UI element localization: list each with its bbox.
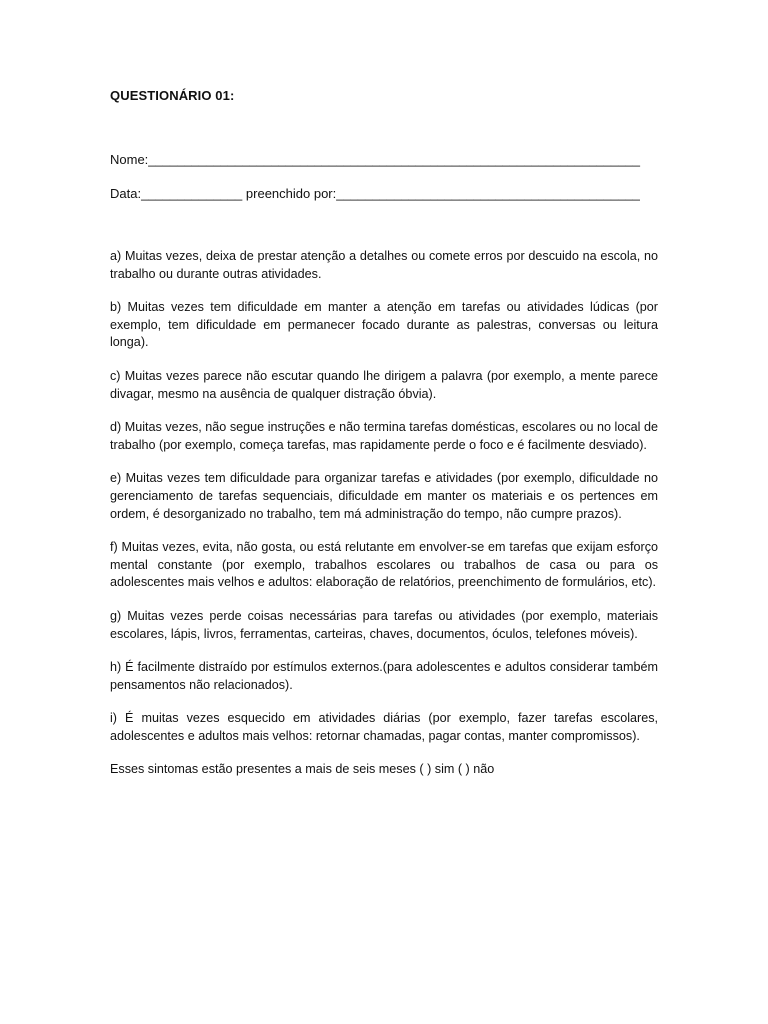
question-item-e: e) Muitas vezes tem dificuldade para organizar tarefas e atividades (por exemplo, dificuldade no gerenciamento de tarefas sequenciais, dificuldade em manter os materiais e os pertences em ordem, é desorganizado no trabalho, tem má administração do tempo, não cumpre prazos).: [110, 471, 658, 521]
question-item-a: a) Muitas vezes, deixa de prestar atenção a detalhes ou comete erros por descuido na escola, no trabalho ou durante outras atividades.: [110, 249, 658, 281]
symptom-duration-question: Esses sintomas estão presentes a mais de seis meses ( ) sim ( ) não: [110, 762, 495, 777]
question-item-f: f) Muitas vezes, evita, não gosta, ou está relutante em envolver-se em tarefas que exijam esforço mental constante (por exemplo, trabalhos escolares ou trabalhos de casa ou para os adolescentes mais velhos e adultos: elaboração de relatórios, preenchimento de formulários, etc).: [110, 540, 658, 590]
question-item-g: g) Muitas vezes perde coisas necessárias para tarefas ou atividades (por exemplo, materiais escolares, lápis, livros, ferramentas, carteiras, chaves, documentos, óculos, telefones móveis).: [110, 608, 658, 641]
question-item-c: c) Muitas vezes parece não escutar quando lhe dirigem a palavra (por exemplo, a mente parece divagar, mesmo na ausência de qualquer distração óbvia).: [110, 368, 658, 401]
date-filled-by-line: Data:______________ preenchido por:__________________________________________: [110, 186, 640, 201]
question-item-h: h) É facilmente distraído por estímulos externos.(para adolescentes e adultos considerar também pensamentos não relacionados).: [110, 660, 658, 692]
name-field-line: Nome:____________________________________________________________________: [110, 152, 640, 167]
question-item-i: i) É muitas vezes esquecido em atividades diárias (por exemplo, fazer tarefas escolares, adolescentes e adultos mais velhos: retornar chamadas, pagar contas, manter compromissos).: [110, 711, 658, 743]
question-list: [110, 248, 658, 779]
question-item-b: b) Muitas vezes tem dificuldade em manter a atenção em tarefas ou atividades lúdicas (por exemplo, tem dificuldade em permanecer focado durante as palestras, conversas ou leitura longa).: [110, 300, 658, 350]
question-item-d: d) Muitas vezes, não segue instruções e não termina tarefas domésticas, escolares ou no local de trabalho (por exemplo, começa tarefas, mas rapidamente perde o foco e é facilmente desviado).: [110, 420, 658, 452]
document-title: QUESTIONÁRIO 01:: [110, 88, 235, 103]
